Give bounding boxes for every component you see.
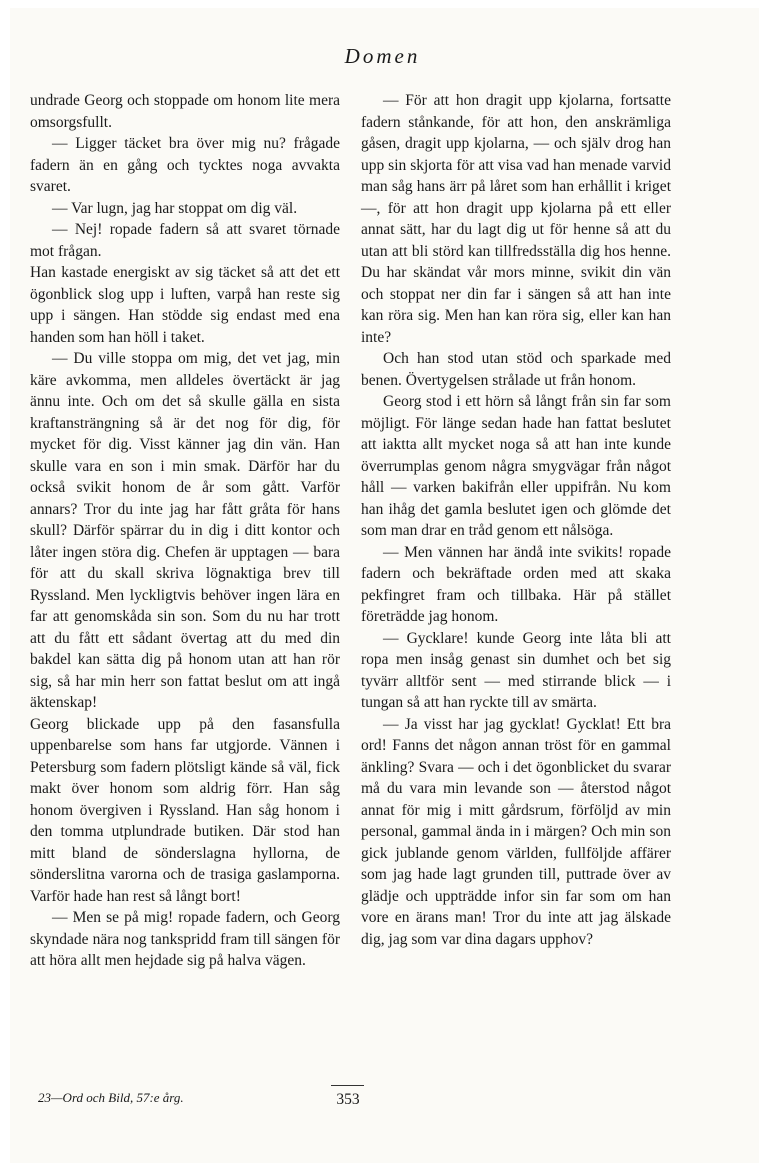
page-number: 353 — [336, 1091, 360, 1108]
paragraph: — Du ville stoppa om mig, det vet jag, min käre avkomma, men alldeles övertäckt är jag ännu inte. Och om det så skulle gälla en sista kraftansträngning så är det nog för dig, för mycket för dig. Visst känner jag din vän. Han skulle vara en son i min smak. Därför har du också svikit honom de år som gått. Varför annars? Tror du inte jag har fått gråta för hans skull? Därför spärrar du in dig i ditt kontor och låter ingen störa dig. Chefen är upptagen — bara för att du skall skriva lögnaktiga brev till Ryssland. Men lyckligtvis behöver ingen lära en far att genomskåda sin son. Som du nu har trott att du fått ett sådant övertag att du med din bakdel kan sätta dig på honom utan att han rör sig, så har min herr son fattat beslut om att ingå äktenskap! — [30, 350, 340, 711]
paragraph: Han kastade energiskt av sig täcket så att det ett ögonblick slog upp i luften, varpå han reste sig upp i sängen. Han stödde sig endast med ena handen som han höll i taket. — [30, 264, 340, 346]
right-column — [361, 90, 671, 950]
left-column — [30, 90, 340, 972]
paragraph: — Gycklare! kunde Georg inte låta bli att ropa men insåg genast sin dumhet och bet sig tyvärr alltför sent — med stirrande blick — i tungan så att han ryckte till av smärta. — [361, 629, 671, 711]
paragraph: — Ja visst har jag gycklat! Gycklat! Ett bra ord! Fanns det någon annan tröst för en gammal änkling? Svara — och i det ögonblicket du svarar må du vara min levande son — återstod något annat för mig i mitt gårdsrum, förföljd av min personal, gammal ända in i märgen? Och min son gick jublande genom världen, fullföljde affärer som jag hade lagt grunden till, puttrade över av glädje och uppträdde infor sin far som om han vore en ärans man! Tror du inte att jag älskade dig, jag som var dina dagars upphov? — [361, 715, 671, 948]
paragraph: undrade Georg och stoppade om honom lite mera omsorgsfullt. — [30, 92, 340, 131]
paragraph: — För att hon dragit upp kjolarna, fortsatte fadern stånkande, för att hon, den anskrämliga gåsen, dragit upp kjolarna, — och själv drog han upp sin skjorta för att visa vad han menade varvid man såg hans ärr på låret som han erhållit i kriget —, för att hon dragit upp kjolarna på ett eller annat sätt, har du lagt dig ut för henne så att du utan att bli störd kan tillfredsställa dig hos henne. Du har skändat vår mors minne, svikit din vän och stoppat ner din far i sängen så att han inte kan röra sig. Men han kan röra sig, eller kan han inte? — [361, 92, 671, 346]
footer-note: 23—Ord och Bild, 57:e årg. — [38, 1090, 184, 1105]
paragraph: — Nej! ropade fadern så att svaret törnade mot frågan. — [30, 221, 340, 260]
paragraph: — Men vännen har ändå inte svikits! ropade fadern och bekräftade orden med att skaka pekfingret fram och tillbaka. Här på stället företrädde jag honom. — [361, 543, 671, 625]
paragraph: — Var lugn, jag har stoppat om dig väl. — [52, 199, 298, 217]
running-head: Domen — [344, 44, 421, 68]
paragraph: Georg stod i ett hörn så långt från sin far som möjligt. För länge sedan hade han fattat beslutet att iaktta allt mycket noga så att han inte kunde överrumplas genom några smygvägar från något håll — varken bakifrån eller uppifrån. Nu kom han ihåg det gamla beslutet igen och glömde det som man drar en tråd genom ett nålsöga. — [361, 393, 671, 539]
paragraph: Och han stod utan stöd och sparkade med benen. Övertygelsen strålade ut från honom. — [361, 350, 671, 389]
paragraph: — Ligger täcket bra över mig nu? frågade fadern än en gång och tycktes noga avvakta svaret. — [30, 135, 340, 195]
footer-rule — [331, 1085, 364, 1086]
paragraph: Georg blickade upp på den fasansfulla uppenbarelse som hans far utgjorde. Vännen i Petersburg som fadern plötsligt kände så väl, fick makt över honom som aldrig förr. Han såg honom övergiven i Ryssland. Han såg honom i den tomma utplundrade butiken. Där stod han mitt bland de sönderslagna hyllorna, de sönderslitna varorna och de trasiga gaslamporna. Varför hade han rest så långt bort! — [30, 715, 340, 905]
paragraph: — Men se på mig! ropade fadern, och Georg skyndade nära nog tankspridd fram till sängen för att höra allt men hejdade sig på halva vägen. — [30, 909, 340, 969]
